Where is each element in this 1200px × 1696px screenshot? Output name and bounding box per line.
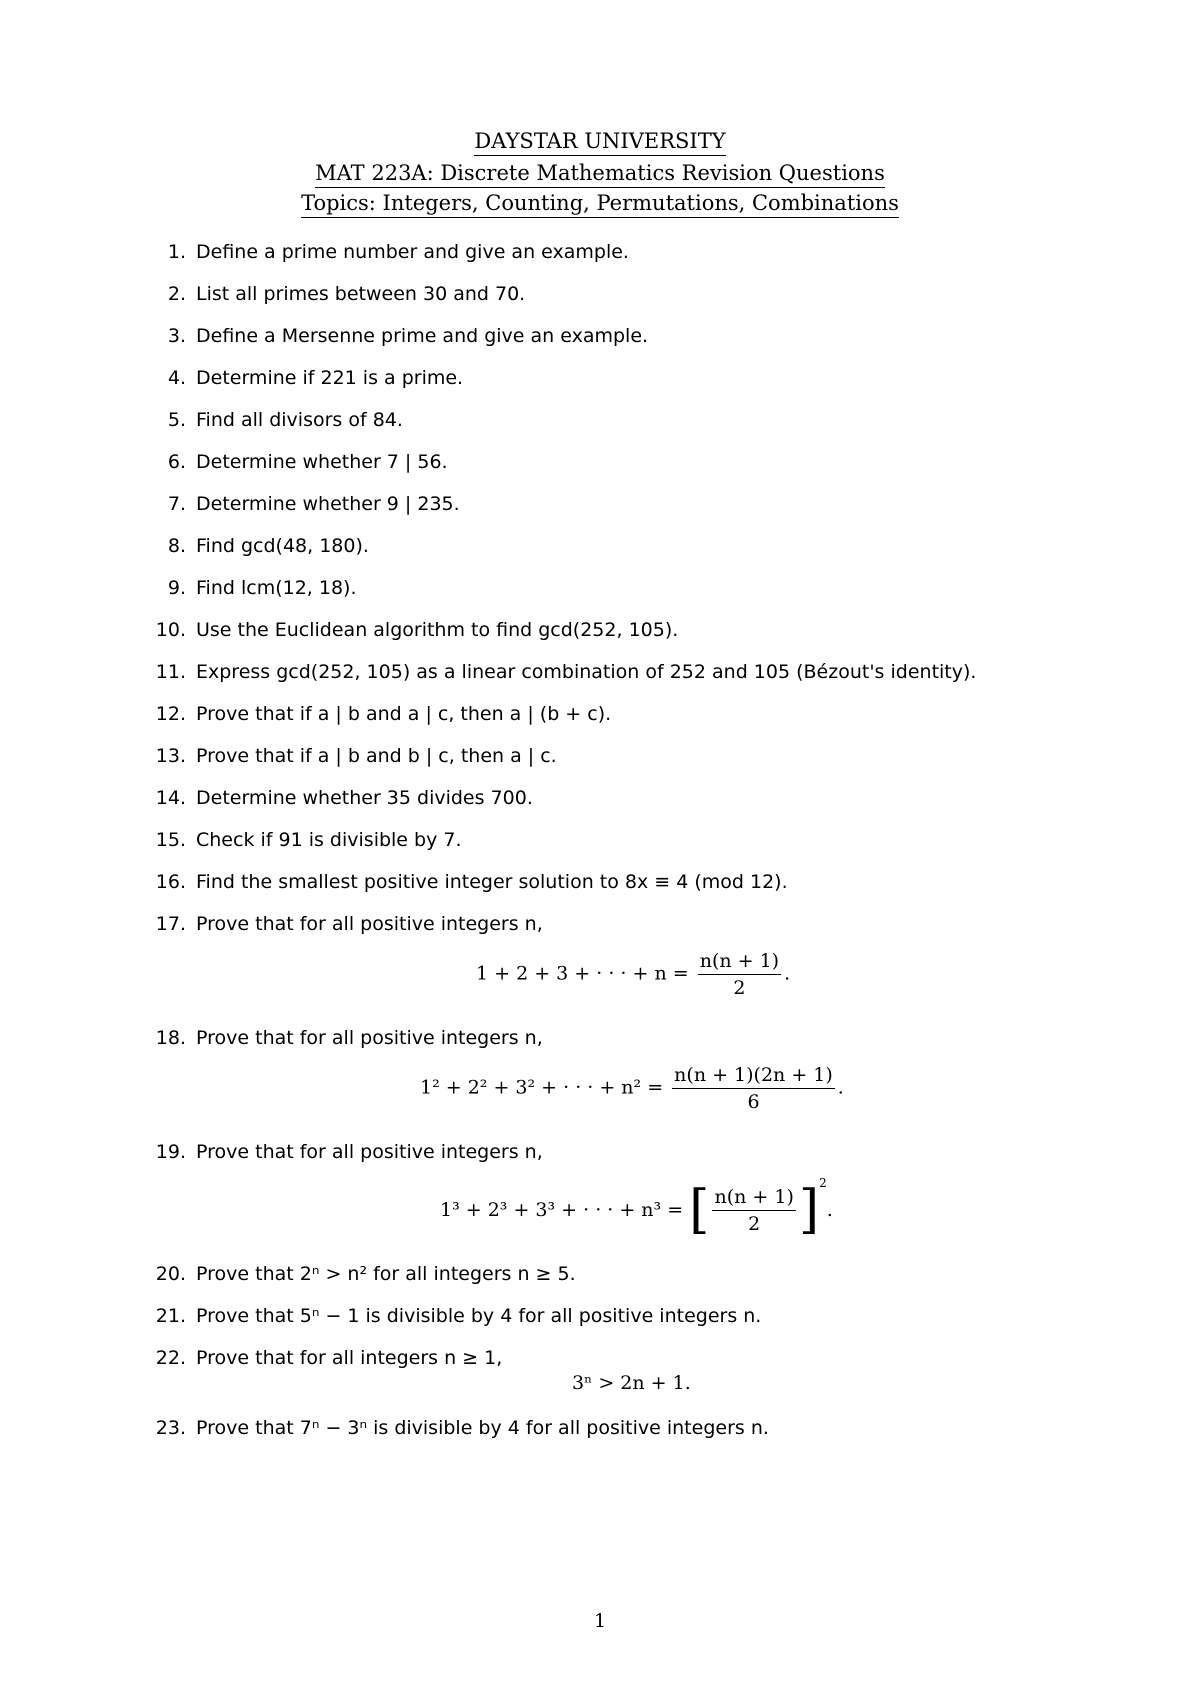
question-number: 16. <box>155 871 186 893</box>
question-number: 9. <box>167 577 186 599</box>
question-text: List all primes between 30 and 70. <box>196 283 526 305</box>
question-number: 2. <box>167 283 186 305</box>
question-number: 12. <box>155 703 186 725</box>
question-number: 8. <box>167 535 186 557</box>
fraction-numerator: n(n + 1) <box>698 950 781 975</box>
question-text: Determine whether 7 | 56. <box>196 451 448 473</box>
question-text: Express gcd(252, 105) as a linear combination of 252 and 105 (Bézout's identity). <box>196 661 977 683</box>
fraction-numerator: n(n + 1) <box>712 1186 795 1211</box>
question-text: Prove that for all positive integers n, <box>196 913 543 935</box>
question-number: 6. <box>167 451 186 473</box>
equation-power: 2 <box>819 1176 827 1190</box>
fraction <box>712 1186 795 1235</box>
fraction-denominator: 6 <box>747 1091 760 1113</box>
question-text: Prove that if a | b and b | c, then a | c. <box>196 745 557 767</box>
question-number: 10. <box>155 619 186 641</box>
question-number: 13. <box>155 745 186 767</box>
question-number: 4. <box>167 367 186 389</box>
equation-tail: . <box>837 1076 844 1099</box>
equation-lhs: 1² + 2² + 3² + · · · + n² = <box>420 1076 664 1099</box>
question-text: Find lcm(12, 18). <box>196 577 357 599</box>
question-text: Check if 91 is divisible by 7. <box>196 829 462 851</box>
equation-tail: . <box>784 962 791 985</box>
question-text: Determine whether 35 divides 700. <box>196 787 533 809</box>
question-text: Prove that 2ⁿ > n² for all integers n ≥ 5. <box>196 1263 576 1285</box>
question-number: 17. <box>155 913 186 935</box>
equation-17 <box>476 950 790 999</box>
question-text: Determine whether 9 | 235. <box>196 493 460 515</box>
question-text: Find gcd(48, 180). <box>196 535 369 557</box>
question-number: 22. <box>155 1347 186 1369</box>
question-text: Define a Mersenne prime and give an example. <box>196 325 649 347</box>
question-number: 21. <box>155 1305 186 1327</box>
fraction-numerator: n(n + 1)(2n + 1) <box>672 1064 835 1089</box>
question-text: Prove that if a | b and a | c, then a | (b + c). <box>196 703 612 725</box>
page-number: 1 <box>593 1610 607 1632</box>
question-text: Determine if 221 is a prime. <box>196 367 464 389</box>
question-text: Find the smallest positive integer solution to 8x ≡ 4 (mod 12). <box>196 871 788 893</box>
equation-22: 3ⁿ > 2n + 1. <box>572 1372 691 1394</box>
question-text: Prove that for all positive integers n, <box>196 1141 543 1163</box>
question-number: 3. <box>167 325 186 347</box>
question-text: Prove that 5ⁿ − 1 is divisible by 4 for all positive integers n. <box>196 1305 762 1327</box>
equation-18 <box>420 1064 844 1113</box>
fraction-denominator: 2 <box>733 977 746 999</box>
question-number: 7. <box>167 493 186 515</box>
question-text: Prove that for all positive integers n, <box>196 1027 543 1049</box>
topics-title: Topics: Integers, Counting, Permutations, Combinations <box>0 190 1200 218</box>
question-number: 11. <box>155 661 186 683</box>
question-text: Define a prime number and give an example. <box>196 241 629 263</box>
university-title: DAYSTAR UNIVERSITY <box>0 128 1200 156</box>
question-text: Use the Euclidean algorithm to find gcd(252, 105). <box>196 619 679 641</box>
question-number: 23. <box>155 1417 186 1439</box>
left-bracket: [ <box>689 1180 710 1240</box>
question-number: 19. <box>155 1141 186 1163</box>
question-text: Prove that for all integers n ≥ 1, <box>196 1347 503 1369</box>
question-number: 5. <box>167 409 186 431</box>
equation-19 <box>440 1176 833 1240</box>
question-text: Prove that 7ⁿ − 3ⁿ is divisible by 4 for all positive integers n. <box>196 1417 769 1439</box>
equation-lhs: 1³ + 2³ + 3³ + · · · + n³ = <box>440 1199 684 1221</box>
question-number: 14. <box>155 787 186 809</box>
question-number: 20. <box>155 1263 186 1285</box>
question-number: 18. <box>155 1027 186 1049</box>
fraction <box>672 1064 835 1113</box>
question-number: 1. <box>167 241 186 263</box>
question-text: Find all divisors of 84. <box>196 409 403 431</box>
fraction <box>698 950 781 999</box>
equation-tail: . <box>826 1199 833 1221</box>
equation-lhs: 1 + 2 + 3 + · · · + n = <box>476 962 689 985</box>
fraction-denominator: 2 <box>748 1212 761 1235</box>
question-number: 15. <box>155 829 186 851</box>
course-title: MAT 223A: Discrete Mathematics Revision Questions <box>0 160 1200 188</box>
right-bracket: ] <box>798 1180 820 1240</box>
